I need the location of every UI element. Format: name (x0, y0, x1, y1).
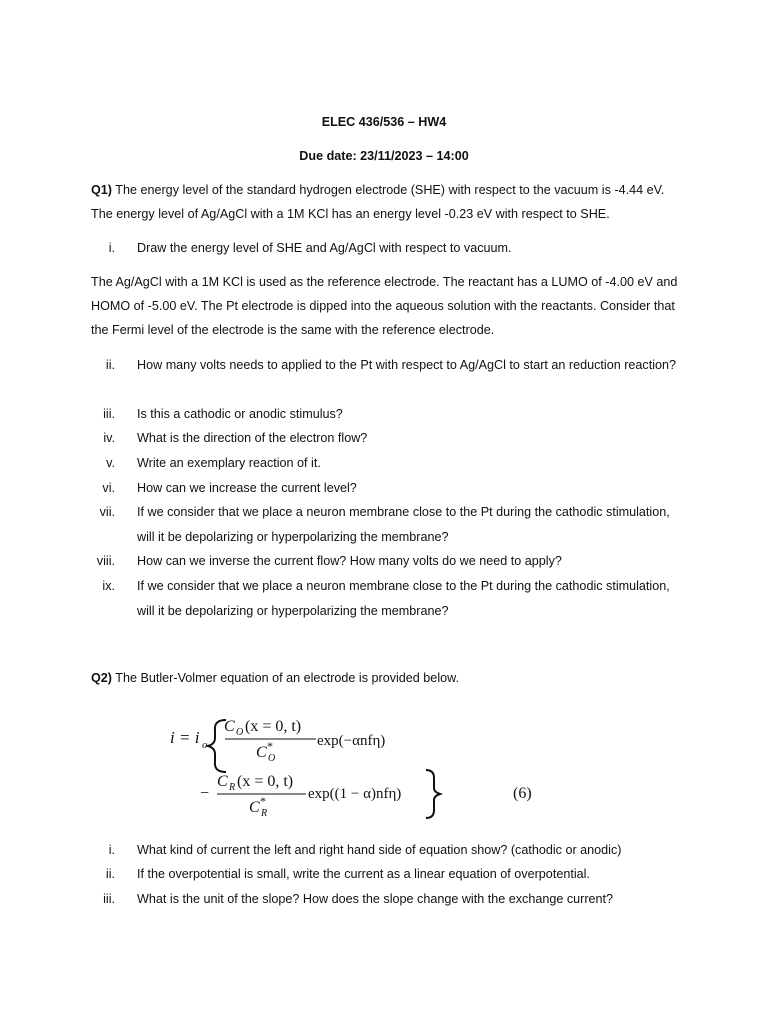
item-number: vi. (102, 481, 115, 495)
q1-intro-paragraph (91, 178, 681, 226)
term2-star: * (260, 794, 266, 808)
equation-lhs-sub: o (202, 739, 208, 751)
item-number: ii. (105, 358, 115, 372)
right-brace (426, 770, 440, 818)
term2-denominator-sub: R (261, 808, 268, 819)
item-text: What kind of current the left and right hand side of equation show? (cathodic or anodic) (137, 843, 622, 857)
item-number: ii. (105, 867, 115, 881)
term2-numerator-sub: R (229, 782, 236, 793)
term1-numerator: C (224, 718, 235, 735)
term1-denominator-sub: O (268, 753, 276, 764)
item-text: How can we increase the current level? (137, 481, 357, 495)
item-number: iii. (103, 407, 115, 421)
item-number: viii. (96, 554, 115, 568)
q1-intro-text: The energy level of the standard hydrogen electrode (SHE) with respect to the vacuum is -4.44 eV. The energy level of Ag/AgCl with a 1M KCl has an energy level -0.23 eV with respect to SHE. (91, 183, 665, 221)
item-text: If we consider that we place a neuron membrane close to the Pt during the cathodic stimulation, will it be depolarizing or hyperpolarizing the membrane? (137, 505, 670, 544)
item-text: Draw the energy level of SHE and Ag/AgCl with respect to vacuum. (137, 241, 512, 255)
term1-exponential: exp(−αnfη) (317, 733, 386, 749)
page-title: ELEC 436/536 – HW4 (321, 115, 447, 129)
q1-label: Q1) (91, 183, 112, 197)
due-date: Due date: 23/11/2023 – 14:00 (299, 149, 469, 163)
q2-intro-paragraph (91, 666, 681, 690)
item-number: ix. (102, 579, 115, 593)
term1-star: * (267, 739, 273, 753)
term2-denominator: C (249, 799, 260, 816)
item-text: How can we inverse the current flow? How many volts do we need to apply? (137, 554, 562, 568)
term2-exponential: exp((1 − α)nfη) (308, 786, 402, 802)
q2-label: Q2) (91, 671, 112, 685)
q1-setup-paragraph: The Ag/AgCl with a 1M KCl is used as the reference electrode. The reactant has a LUMO of -4.00 eV and HOMO of -5.00 eV. The Pt electrode is dipped into the aqueous solution with the reactants. Consider that the Fermi level of the electrode is the same with the reference electrode. (91, 275, 678, 337)
item-number: vii. (99, 505, 115, 519)
item-text: Write an exemplary reaction of it. (137, 456, 321, 470)
term2-numerator: C (217, 773, 228, 790)
term2-numerator-args: (x = 0, t) (237, 773, 294, 790)
item-number: iii. (103, 892, 115, 906)
item-text: How many volts needs to applied to the Pt with respect to Ag/AgCl to start an reduction reaction? (137, 358, 677, 372)
item-text: Is this a cathodic or anodic stimulus? (137, 407, 343, 421)
item-number: i. (108, 241, 115, 255)
term1-numerator-args: (x = 0, t) (245, 718, 302, 735)
minus-sign: − (200, 785, 210, 802)
item-text: If we consider that we place a neuron membrane close to the Pt during the cathodic stimulation, will it be depolarizing or hyperpolarizing the membrane? (137, 579, 670, 618)
item-number: v. (106, 456, 115, 470)
item-number: i. (108, 843, 115, 857)
q2-intro-text: The Butler-Volmer equation of an electrode is provided below. (115, 671, 460, 685)
item-text: What is the direction of the electron flow? (137, 431, 368, 445)
item-number: iv. (103, 431, 115, 445)
item-text: What is the unit of the slope? How does the slope change with the exchange current? (137, 892, 614, 906)
term1-numerator-sub: O (236, 727, 244, 738)
term1-denominator: C (256, 744, 267, 761)
item-text: If the overpotential is small, write the current as a linear equation of overpotential. (137, 867, 590, 881)
equation-number: (6) (513, 785, 532, 802)
equation-lhs: i = i (170, 728, 200, 747)
butler-volmer-equation (170, 712, 570, 824)
